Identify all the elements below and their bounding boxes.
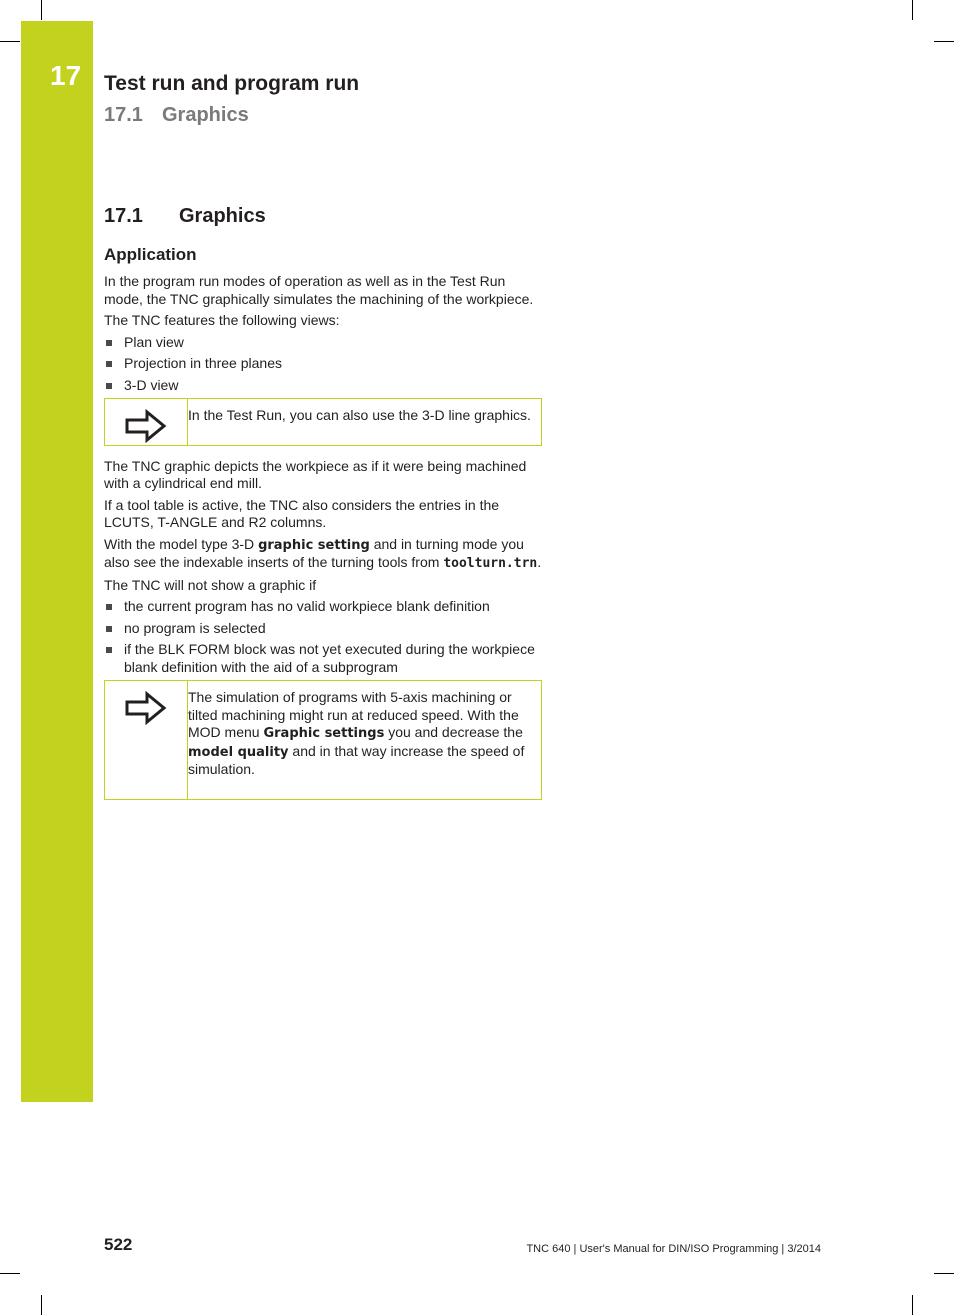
running-header-section-number: 17.1 (104, 104, 143, 126)
bold-term: model quality (188, 744, 289, 760)
crop-mark (912, 1295, 913, 1315)
crop-mark (41, 0, 42, 20)
paragraph: The TNC will not show a graphic if (104, 576, 317, 593)
section-number: 17.1 (104, 205, 143, 227)
crop-mark (934, 1273, 954, 1274)
running-header-section (104, 104, 249, 127)
note-box (104, 680, 542, 800)
list-item: if the BLK FORM block was not yet executed during the workpiece blank definition with the aid of a subprogram (104, 641, 544, 676)
crop-mark (0, 1273, 20, 1274)
note-icon-cell (105, 399, 188, 445)
subsection-heading: Application (104, 245, 197, 264)
crop-mark (0, 41, 20, 42)
note-text (188, 681, 541, 799)
main-content (104, 205, 544, 812)
running-header-section-title: Graphics (162, 104, 249, 126)
paragraph: In the program run modes of operation as well as in the Test Run mode, the TNC graphically simulates the machining of the workpiece. (104, 273, 534, 307)
note-paragraph: In the Test Run, you can also use the 3-D line graphics. (188, 407, 531, 423)
paragraph: If a tool table is active, the TNC also considers the entries in the LCUTS, T-ANGLE and R2 columns. (104, 496, 500, 530)
page-number: 522 (104, 1235, 133, 1254)
paragraph: The TNC graphic depicts the workpiece as if it were being machined with a cylindrical end mill. (104, 457, 527, 491)
crop-mark (41, 1295, 42, 1315)
bullet-square-icon (106, 340, 112, 346)
arrow-right-icon (125, 691, 167, 725)
bullet-square-icon (106, 604, 112, 610)
file-name: toolturn.trn (443, 556, 538, 571)
list-item: Plan view (104, 334, 544, 352)
note-icon-cell (105, 681, 188, 799)
list-item: the current program has no valid workpiece blank definition (104, 598, 544, 616)
paragraph: The TNC features the following views: (104, 312, 340, 328)
section-title (104, 205, 544, 228)
bullet-square-icon (106, 361, 112, 367)
section-title-text: Graphics (179, 205, 266, 227)
list-item: Projection in three planes (104, 355, 544, 373)
chapter-title: Test run and program run (104, 72, 360, 95)
views-list (104, 334, 544, 395)
crop-mark (912, 0, 913, 20)
conditions-list (104, 598, 544, 676)
arrow-right-icon (125, 409, 167, 443)
note-text (188, 399, 539, 445)
list-item: no program is selected (104, 620, 544, 638)
chapter-number: 17 (50, 60, 82, 91)
bold-term: Graphic settings (263, 726, 385, 741)
paragraph: With the model type 3-D graphic setting and in turning mode you also see the indexable inserts of the turning tools from toolturn.trn. (104, 535, 542, 571)
bold-term: graphic setting (258, 537, 370, 553)
bullet-square-icon (106, 626, 112, 632)
crop-mark (934, 41, 954, 42)
bullet-square-icon (106, 647, 112, 653)
note-paragraph: The simulation of programs with 5-axis machining or tilted machining might run at reduced speed. With the MOD menu Graphic settings you and decrease the model quality and in that way increase the speed of simulation. (188, 689, 525, 777)
footer-text: TNC 640 | User's Manual for DIN/ISO Programming | 3/2014 (526, 1243, 821, 1255)
list-item: 3-D view (104, 377, 544, 395)
bullet-square-icon (106, 383, 112, 389)
chapter-sidebar (21, 21, 93, 1102)
note-box (104, 398, 542, 446)
